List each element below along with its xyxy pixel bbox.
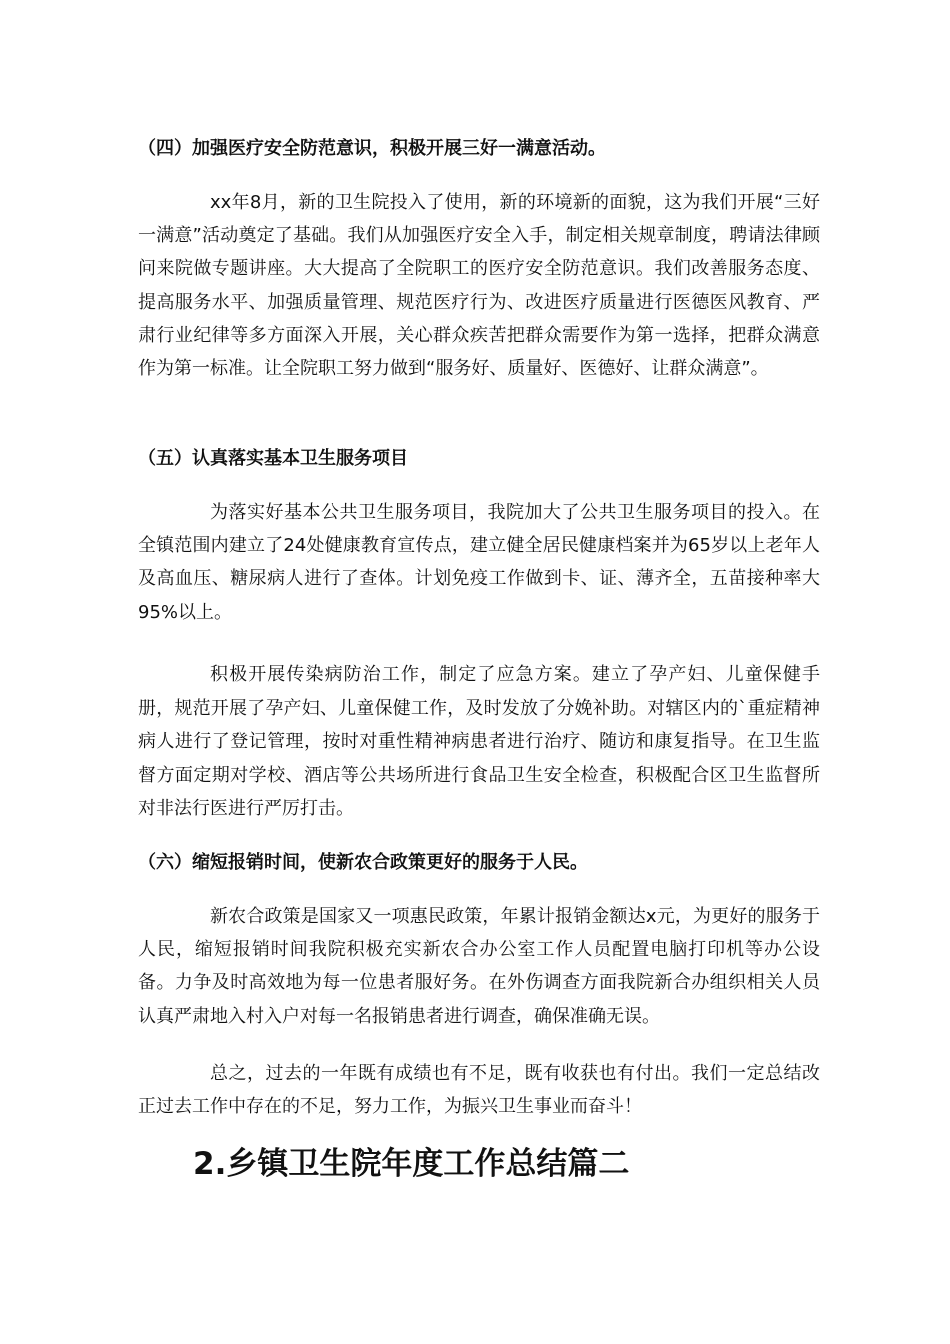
section-heading-6: （六）缩短报销时间，使新农合政策更好的服务于人民。 [138,852,588,873]
section-5-paragraph-1: 为落实好基本公共卫生服务项目，我院加大了公共卫生服务项目的投入。在全镇范围内建立了24处健康教育宣传点，建立健全居民健康档案并为65岁以上老年人及高血压、糖尿病人进行了查体。计划免疫工作做到卡、证、薄齐全，五苗接种率大95%以上。 [138,502,820,623]
section-4-paragraph-1: xx年8月，新的卫生院投入了使用，新的环境新的面貌，这为我们开展“三好一满意”活动奠定了基础。我们从加强医疗安全入手，制定相关规章制度，聘请法律顾问来院做专题讲座。大大提高了全院职工的医疗安全防范意识。我们改善服务态度、提高服务水平、加强质量管理、规范医疗行为、改进医疗质量进行医德医风教育、严肃行业纪律等多方面深入开展，关心群众疾苦把群众需要作为第一选择，把群众满意作为第一标准。让全院职工努力做到“服务好、质量好、医德好、让群众满意”。 [138,192,820,380]
section-6-paragraph-2: 总之，过去的一年既有成绩也有不足，既有收获也有付出。我们一定总结改正过去工作中存在的不足，努力工作，为振兴卫生事业而奋斗！ [138,1063,820,1118]
section-5-paragraph-2: 积极开展传染病防治工作，制定了应急方案。建立了孕产妇、儿童保健手册，规范开展了孕产妇、儿童保健工作，及时发放了分娩补助。对辖区内的`重症精神病人进行了登记管理，按时对重性精神病患者进行治疗、随访和康复指导。在卫生监督方面定期对学校、酒店等公共场所进行食品卫生安全检查，积极配合区卫生监督所对非法行医进行严厉打击。 [138,664,820,819]
next-article-title: 2.乡镇卫生院年度工作总结篇二 [193,1146,630,1182]
section-6-paragraph-1: 新农合政策是国家又一项惠民政策，年累计报销金额达x元，为更好的服务于人民，缩短报销时间我院积极充实新农合办公室工作人员配置电脑打印机等办公设备。力争及时高效地为每一位患者服好务。在外伤调查方面我院新合办组织相关人员认真严肃地入村入户对每一名报销患者进行调查，确保准确无误。 [138,906,820,1027]
section-heading-4: （四）加强医疗安全防范意识，积极开展三好一满意活动。 [138,138,606,159]
section-heading-5: （五）认真落实基本卫生服务项目 [138,448,408,469]
